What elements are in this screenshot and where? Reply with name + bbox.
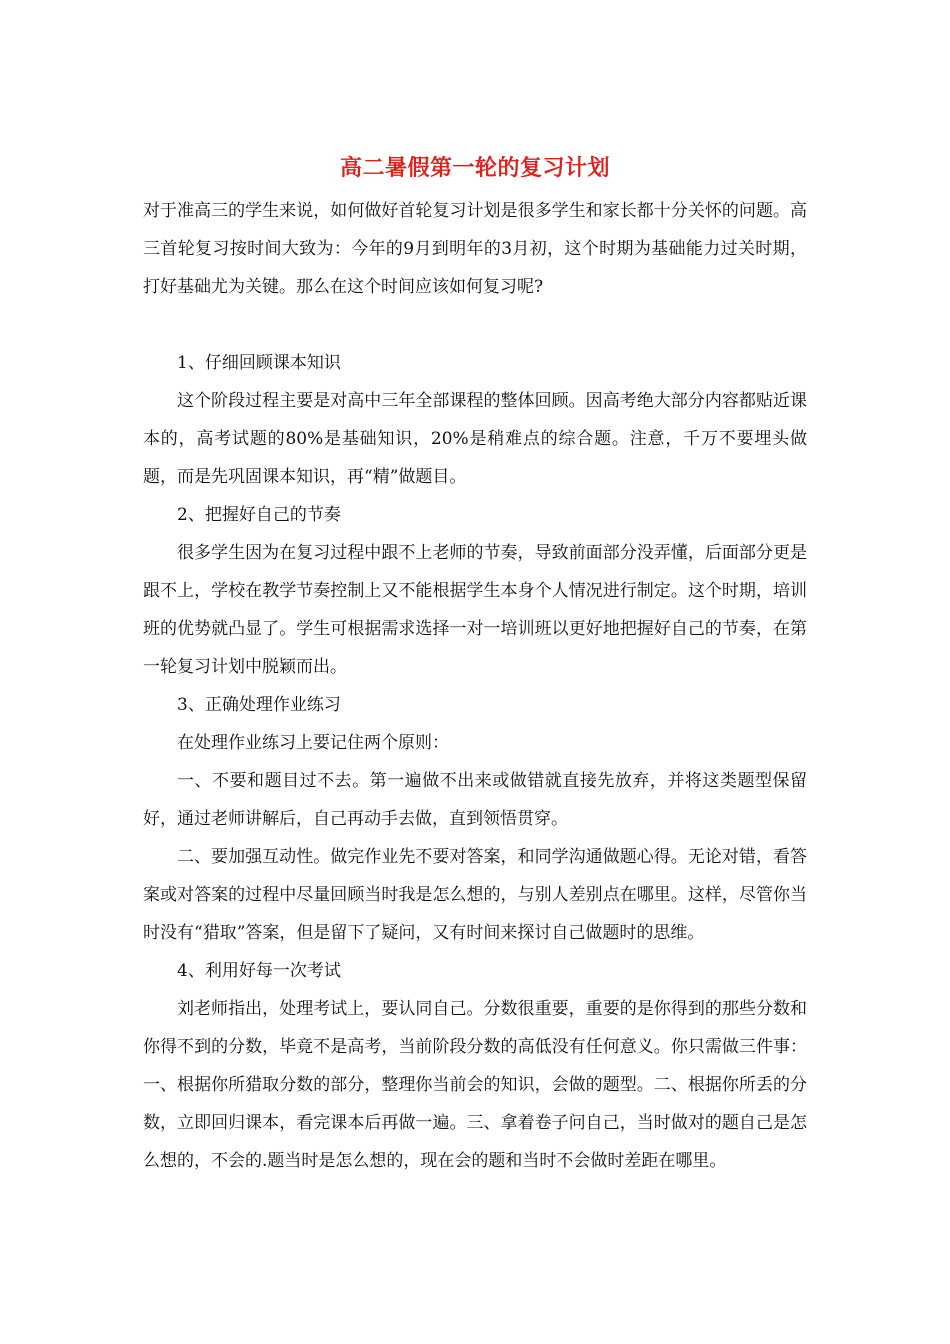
section-paragraph: 在处理作业练习上要记住两个原则： [177,733,449,753]
section-heading: 2、把握好自己的节奏 [177,505,341,525]
section-paragraph: 刘老师指出，处理考试上，要认同自己。分数很重要，重要的是你得到的那些分数和你得不到的分数，毕竟不是高考，当前阶段分数的高低没有任何意义。你只需做三件事：一、根据你所猎取分数的部分，整理你当前会的知识，会做的题型。二、根据你所丢的分数，立即回归课本，看完课本后再做一遍。三、拿着卷子问自己，当时做对的题自己是怎么想的，不会的.题当时是怎么想的，现在会的题和当时不会做时差距在哪里。 [143,999,807,1171]
section-paragraph: 二、要加强互动性。做完作业先不要对答案，和同学沟通做题心得。无论对错，看答案或对答案的过程中尽量回顾当时我是怎么想的，与别人差别点在哪里。这样，尽管你当时没有“猎取”答案，但是留下了疑问，又有时间来探讨自己做题时的思维。 [143,847,807,943]
section-heading: 3、正确处理作业练习 [177,695,341,715]
section-paragraph: 一、不要和题目过不去。第一遍做不出来或做错就直接先放弃，并将这类题型保留好，通过老师讲解后，自己再动手去做，直到领悟贯穿。 [143,771,807,829]
section-paragraph: 这个阶段过程主要是对高中三年全部课程的整体回顾。因高考绝大部分内容都贴近课本的，高考试题的80%是基础知识，20%是稍难点的综合题。注意，千万不要埋头做题，而是先巩固课本知识，再“精”做题目。 [143,391,807,487]
blank-line [143,306,807,344]
document-body [143,192,807,1180]
section-heading: 4、利用好每一次考试 [177,961,341,981]
section-heading: 1、仔细回顾课本知识 [177,353,341,373]
section-paragraph: 很多学生因为在复习过程中跟不上老师的节奏，导致前面部分没弄懂，后面部分更是跟不上，学校在教学节奏控制上又不能根据学生本身个人情况进行制定。这个时期，培训班的优势就凸显了。学生可根据需求选择一对一培训班以更好地把握好自己的节奏，在第一轮复习计划中脱颖而出。 [143,543,807,677]
document-title: 高二暑假第一轮的复习计划 [339,155,610,181]
intro-paragraph: 对于准高三的学生来说，如何做好首轮复习计划是很多学生和家长都十分关怀的问题。高三首轮复习按时间大致为：今年的9月到明年的3月初，这个时期为基础能力过关时期，打好基础尤为关键。那么在这个时间应该如何复习呢? [143,201,807,297]
